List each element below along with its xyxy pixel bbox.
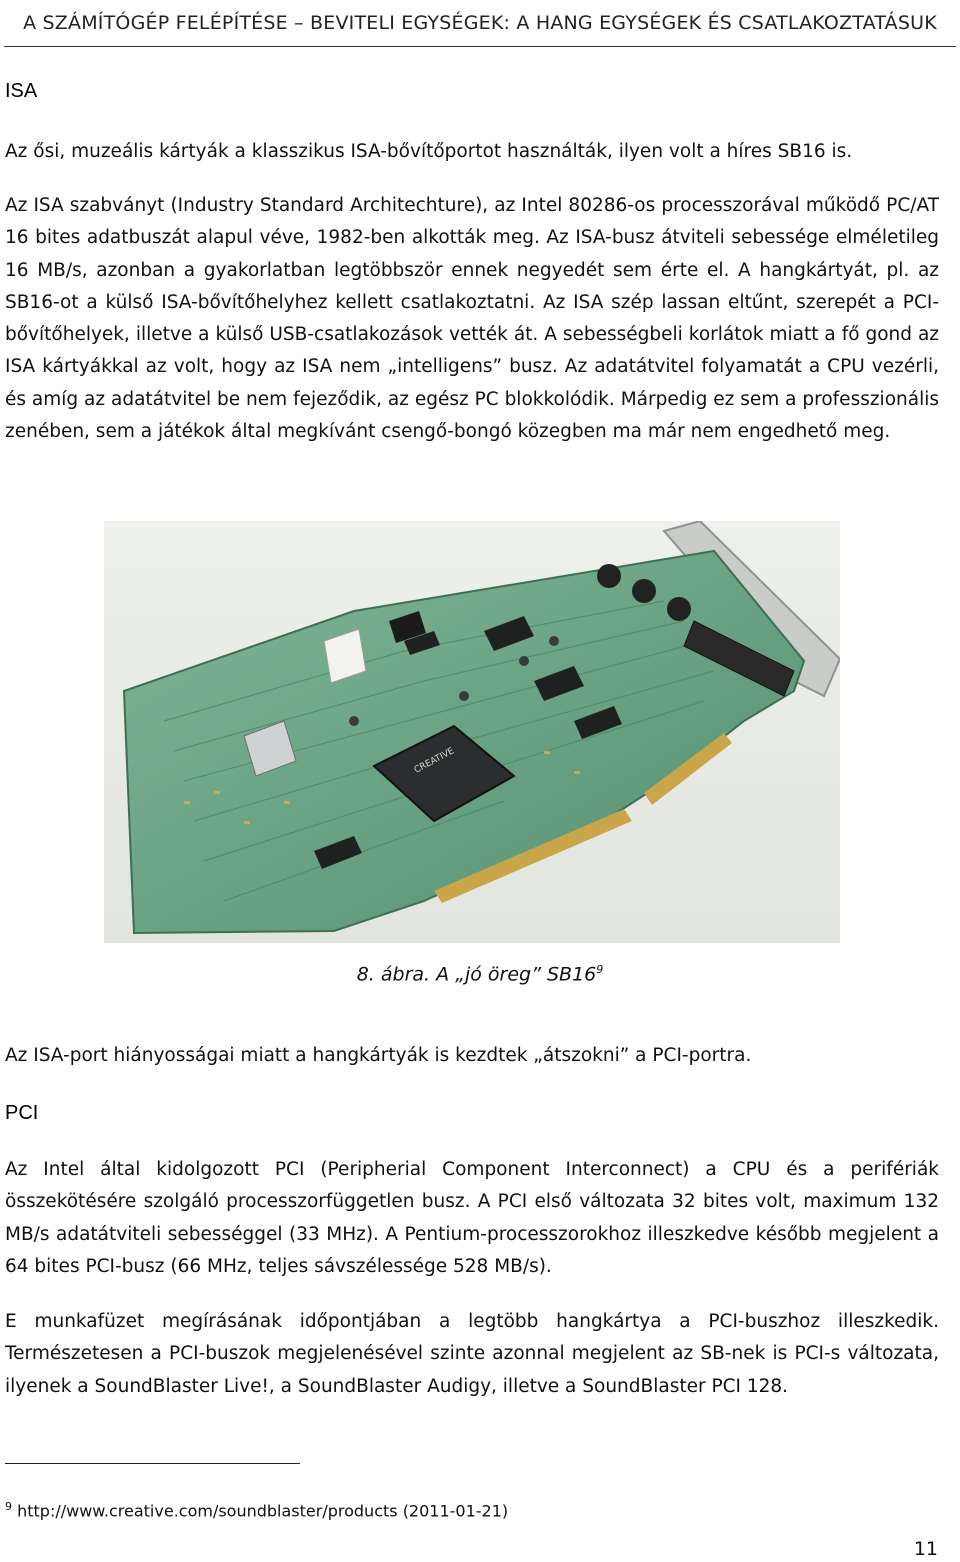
figure-caption-text: 8. ábra. A „jó öreg” SB16	[356, 963, 597, 986]
footnote	[5, 1500, 508, 1520]
transition-paragraph: Az ISA-port hiányosságai miatt a hangkártyák is kezdtek „átszokni” a PCI-portra.	[5, 1045, 752, 1066]
figure-caption	[0, 963, 960, 985]
isa-paragraph-2: Az ISA szabványt (Industry Standard Architechture), az Intel 80286-os processzorával működő PC/AT 16 bites adatbuszát alapul véve, 1982-ben alkották meg. Az ISA-busz átviteli sebessége elméletileg 16 MB/s, azonban a gyakorlatban legtöbbször ennek negyedét sem érte el. A hangkártyát, pl. az SB16-ot a külső ISA-bővítőhelyhez kellett csatlakoztatni. Az ISA szép lassan eltűnt, szerepét a PCI-bővítőhelyek, illetve a külső USB-csatlakozások vették át. A sebességbeli korlátok miatt a fő gond az ISA kártyákkal az volt, hogy az ISA nem „intelligens” busz. Az adatátvitel folyamatát a CPU vezérli, és amíg az adatátvitel be nem fejeződik, az egész PC blokkolódik. Márpedig ez sem a professzionális zenében, sem a játékok által megkívánt csengő-bongó közegben ma már nem engedhető meg.	[5, 195, 939, 443]
page-number: 11	[913, 1538, 938, 1560]
sound-card-photo	[104, 521, 840, 943]
pci-paragraph-1: Az Intel által kidolgozott PCI (Peripherial Component Interconnect) a CPU és a perifériák összekötésére szolgáló processzorfüggetlen busz. A PCI első változata 32 bites volt, maximum 132 MB/s adatátviteli sebességgel (33 MHz). A Pentium-processzorokhoz illeszkedve később megjelent a 64 bites PCI-busz (66 MHz, teljes sávszélessége 528 MB/s).	[5, 1159, 939, 1277]
chip-label: CREATIVE	[412, 746, 456, 776]
footnote-number: 9	[5, 1500, 12, 1513]
section-heading-isa: ISA	[5, 80, 38, 102]
pci-paragraph-2: E munkafüzet megírásának időpontjában a legtöbb hangkártya a PCI-buszhoz illeszkedik. Természetesen a PCI-buszok megjelenésével szinte azonnal megjelent az SB-nek is PCI-s változata, ilyenek a SoundBlaster Live!, a SoundBlaster Audigy, illetve a SoundBlaster PCI 128.	[5, 1311, 939, 1397]
running-header: A SZÁMÍTÓGÉP FELÉPÍTÉSE – BEVITELI EGYSÉGEK: A HANG EGYSÉGEK ÉS CSATLAKOZTATÁSUK	[23, 12, 937, 34]
header-rule	[4, 46, 956, 47]
isa-paragraph-1: Az ősi, muzeális kártyák a klasszikus ISA-bővítőportot használták, ilyen volt a híres SB16 is.	[5, 141, 853, 162]
section-heading-pci: PCI	[5, 1102, 39, 1124]
footnote-ref: 9	[596, 963, 604, 976]
footnote-link[interactable]: http://www.creative.com/soundblaster/products (2011-01-21)	[17, 1501, 509, 1521]
footnote-rule	[5, 1463, 300, 1464]
